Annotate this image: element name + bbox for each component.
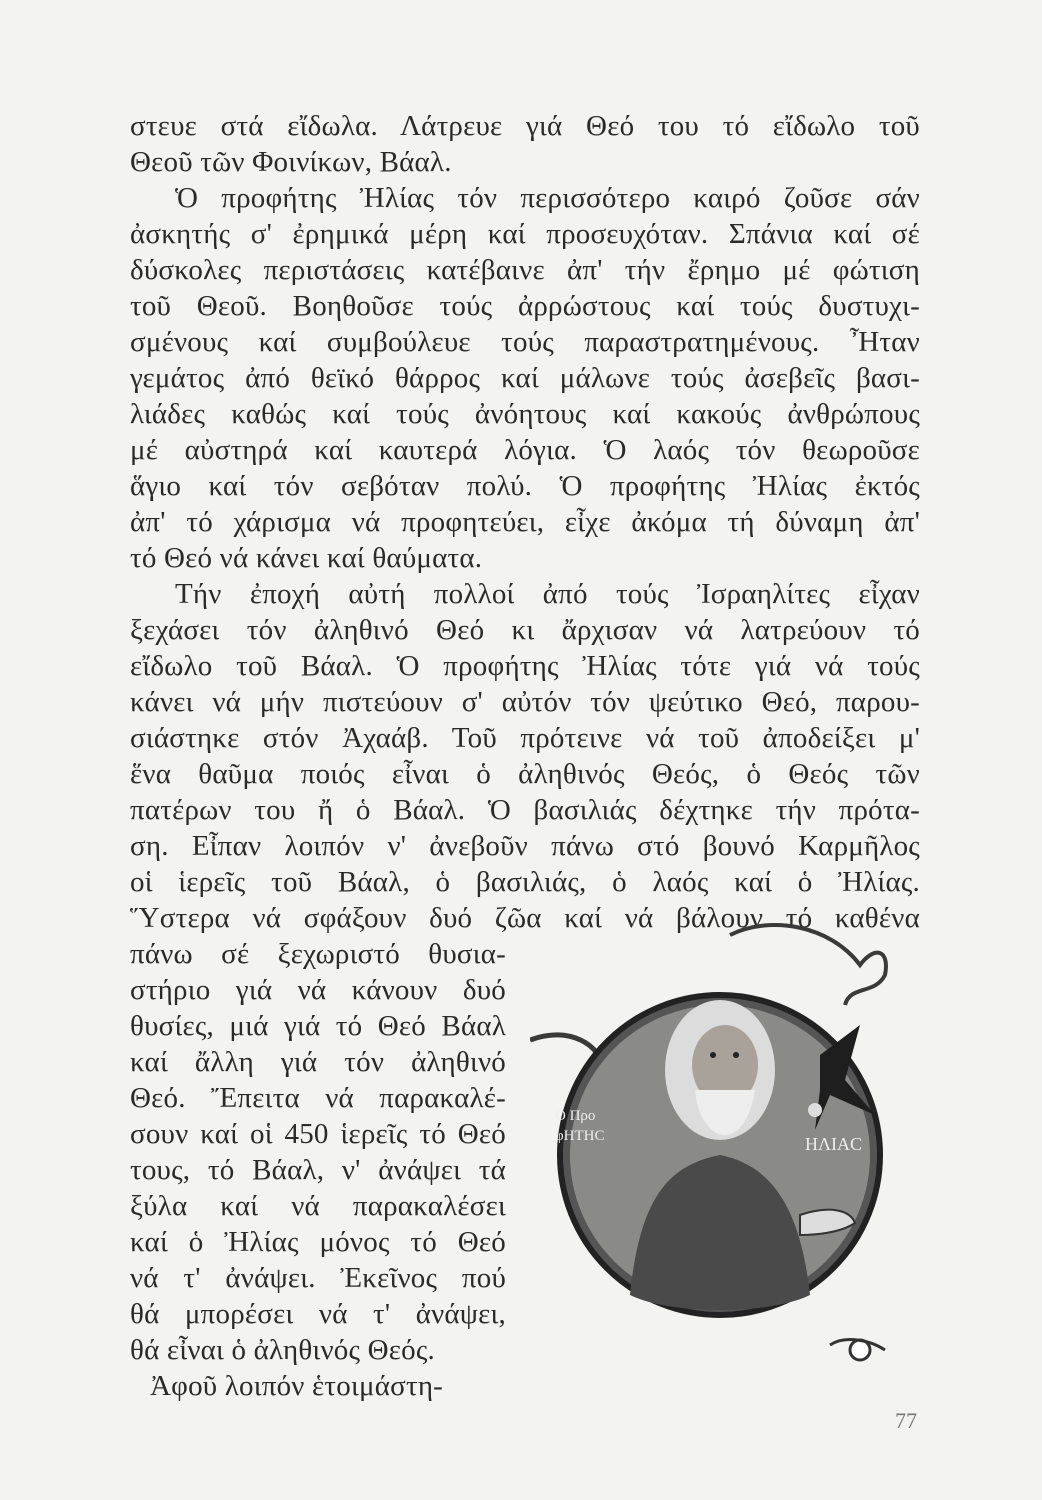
text-line: τους, τό Βάαλ, ν' ἀνάψει τά: [130, 1154, 506, 1186]
text-line: καί ὁ Ἠλίας μόνος τό Θεό: [130, 1226, 506, 1258]
text-line: θά μπορέσει νά τ' ἀνάψει,: [130, 1298, 506, 1330]
text-line: σιάστηκε στόν Ἀχαάβ. Τοῦ πρότεινε νά τοῦ ἀποδείξει μ': [130, 722, 920, 754]
text-line: στήριο γιά νά κάνουν δυό: [130, 974, 506, 1006]
text-line: τοῦ Θεοῦ. Βοηθοῦσε τούς ἀρρώστους καί τούς δυστυχι-: [130, 290, 920, 322]
icon-label-left-1: Ο Προ: [555, 1108, 596, 1124]
text-line: Τήν ἐποχή αὐτή πολλοί ἀπό τούς Ἰσραηλίτες εἶχαν: [175, 578, 920, 610]
text-line: οἱ ἱερεῖς τοῦ Βάαλ, ὁ βασιλιάς, ὁ λαός καί ὁ Ἠλίας.: [130, 866, 920, 898]
text-line: Θεοῦ τῶν Φοινίκων, Βάαλ.: [130, 146, 452, 178]
text-line: πάνω σέ ξεχωριστό θυσια-: [130, 938, 506, 970]
text-line: δύσκολες περιστάσεις κατέβαινε ἀπ' τήν ἔρημο μέ φώτιση: [130, 254, 920, 286]
text-line: ξεχάσει τόν ἀληθινό Θεό κι ἄρχισαν νά λατρεύουν τό: [130, 614, 920, 646]
text-line: καί ἄλλη γιά τόν ἀληθινό: [130, 1046, 506, 1078]
text-line: ἕνα θαῦμα ποιός εἶναι ὁ ἀληθινός Θεός, ὁ Θεός τῶν: [130, 758, 920, 790]
text-line: λιάδες καθώς καί τούς ἀνόητους καί κακούς ἀνθρώπους: [130, 398, 920, 430]
text-line: Ἀφοῦ λοιπόν ἑτοιμάστη-: [150, 1370, 444, 1402]
text-line: Ὕστερα νά σφάξουν δυό ζῶα καί νά βάλουν τό καθένα: [130, 902, 920, 934]
text-line: μέ αὐστηρά καί καυτερά λόγια. Ὁ λαός τόν θεωροῦσε: [130, 434, 920, 466]
icon-image: [530, 905, 910, 1405]
text-line: νά τ' ἀνάψει. Ἐκεῖνος πού: [130, 1262, 506, 1294]
text-line: ξύλα καί νά παρακαλέσει: [130, 1190, 506, 1222]
icon-label-right: ΗΛΙΑC: [805, 1134, 863, 1154]
page-number: 77: [895, 1408, 917, 1433]
text-line: πατέρων του ἤ ὁ Βάαλ. Ὁ βασιλιάς δέχτηκε τήν πρότα-: [130, 794, 920, 826]
text-line: σμένους καί συμβούλευε τούς παραστρατημένους. Ἦταν: [130, 326, 920, 358]
icon-label-left-2: φΗΤΗC: [555, 1128, 605, 1144]
text-line: ἀπ' τό χάρισμα νά προφητεύει, εἶχε ἀκόμα τή δύναμη ἀπ': [130, 506, 920, 538]
text-line: κάνει νά μήν πιστεύουν σ' αὐτόν τόν ψεύτικο Θεό, παρου-: [130, 686, 920, 718]
text-line: ἅγιο καί τόν σεβόταν πολύ. Ὁ προφήτης Ἠλίας ἐκτός: [130, 470, 920, 502]
text-line: εἴδωλο τοῦ Βάαλ. Ὁ προφήτης Ἠλίας τότε γιά νά τούς: [130, 650, 920, 682]
prophet-elijah-illustration: [530, 905, 910, 1405]
text-line: Θεό. Ἔπειτα νά παρακαλέ-: [130, 1082, 506, 1114]
text-line: τό Θεό νά κάνει καί θαύματα.: [130, 542, 483, 574]
text-line: ση. Εἶπαν λοιπόν ν' ἀνεβοῦν πάνω στό βουνό Καρμῆλος: [130, 830, 920, 862]
text-line: σουν καί οἱ 450 ἱερεῖς τό Θεό: [130, 1118, 506, 1150]
text-line: στευε στά εἴδωλα. Λάτρευε γιά Θεό του τό εἴδωλο τοῦ: [130, 110, 920, 142]
text-line: θά εἶναι ὁ ἀληθινός Θεός.: [130, 1334, 435, 1366]
text-line: Ὁ προφήτης Ἠλίας τόν περισσότερο καιρό ζοῦσε σάν: [175, 182, 920, 214]
text-line: ἀσκητής σ' ἐρημικά μέρη καί προσευχόταν. Σπάνια καί σέ: [130, 218, 920, 250]
text-line: γεμάτος ἀπό θεϊκό θάρρος καί μάλωνε τούς ἀσεβεῖς βασι-: [130, 362, 920, 394]
text-line: θυσίες, μιά γιά τό Θεό Βάαλ: [130, 1010, 506, 1042]
